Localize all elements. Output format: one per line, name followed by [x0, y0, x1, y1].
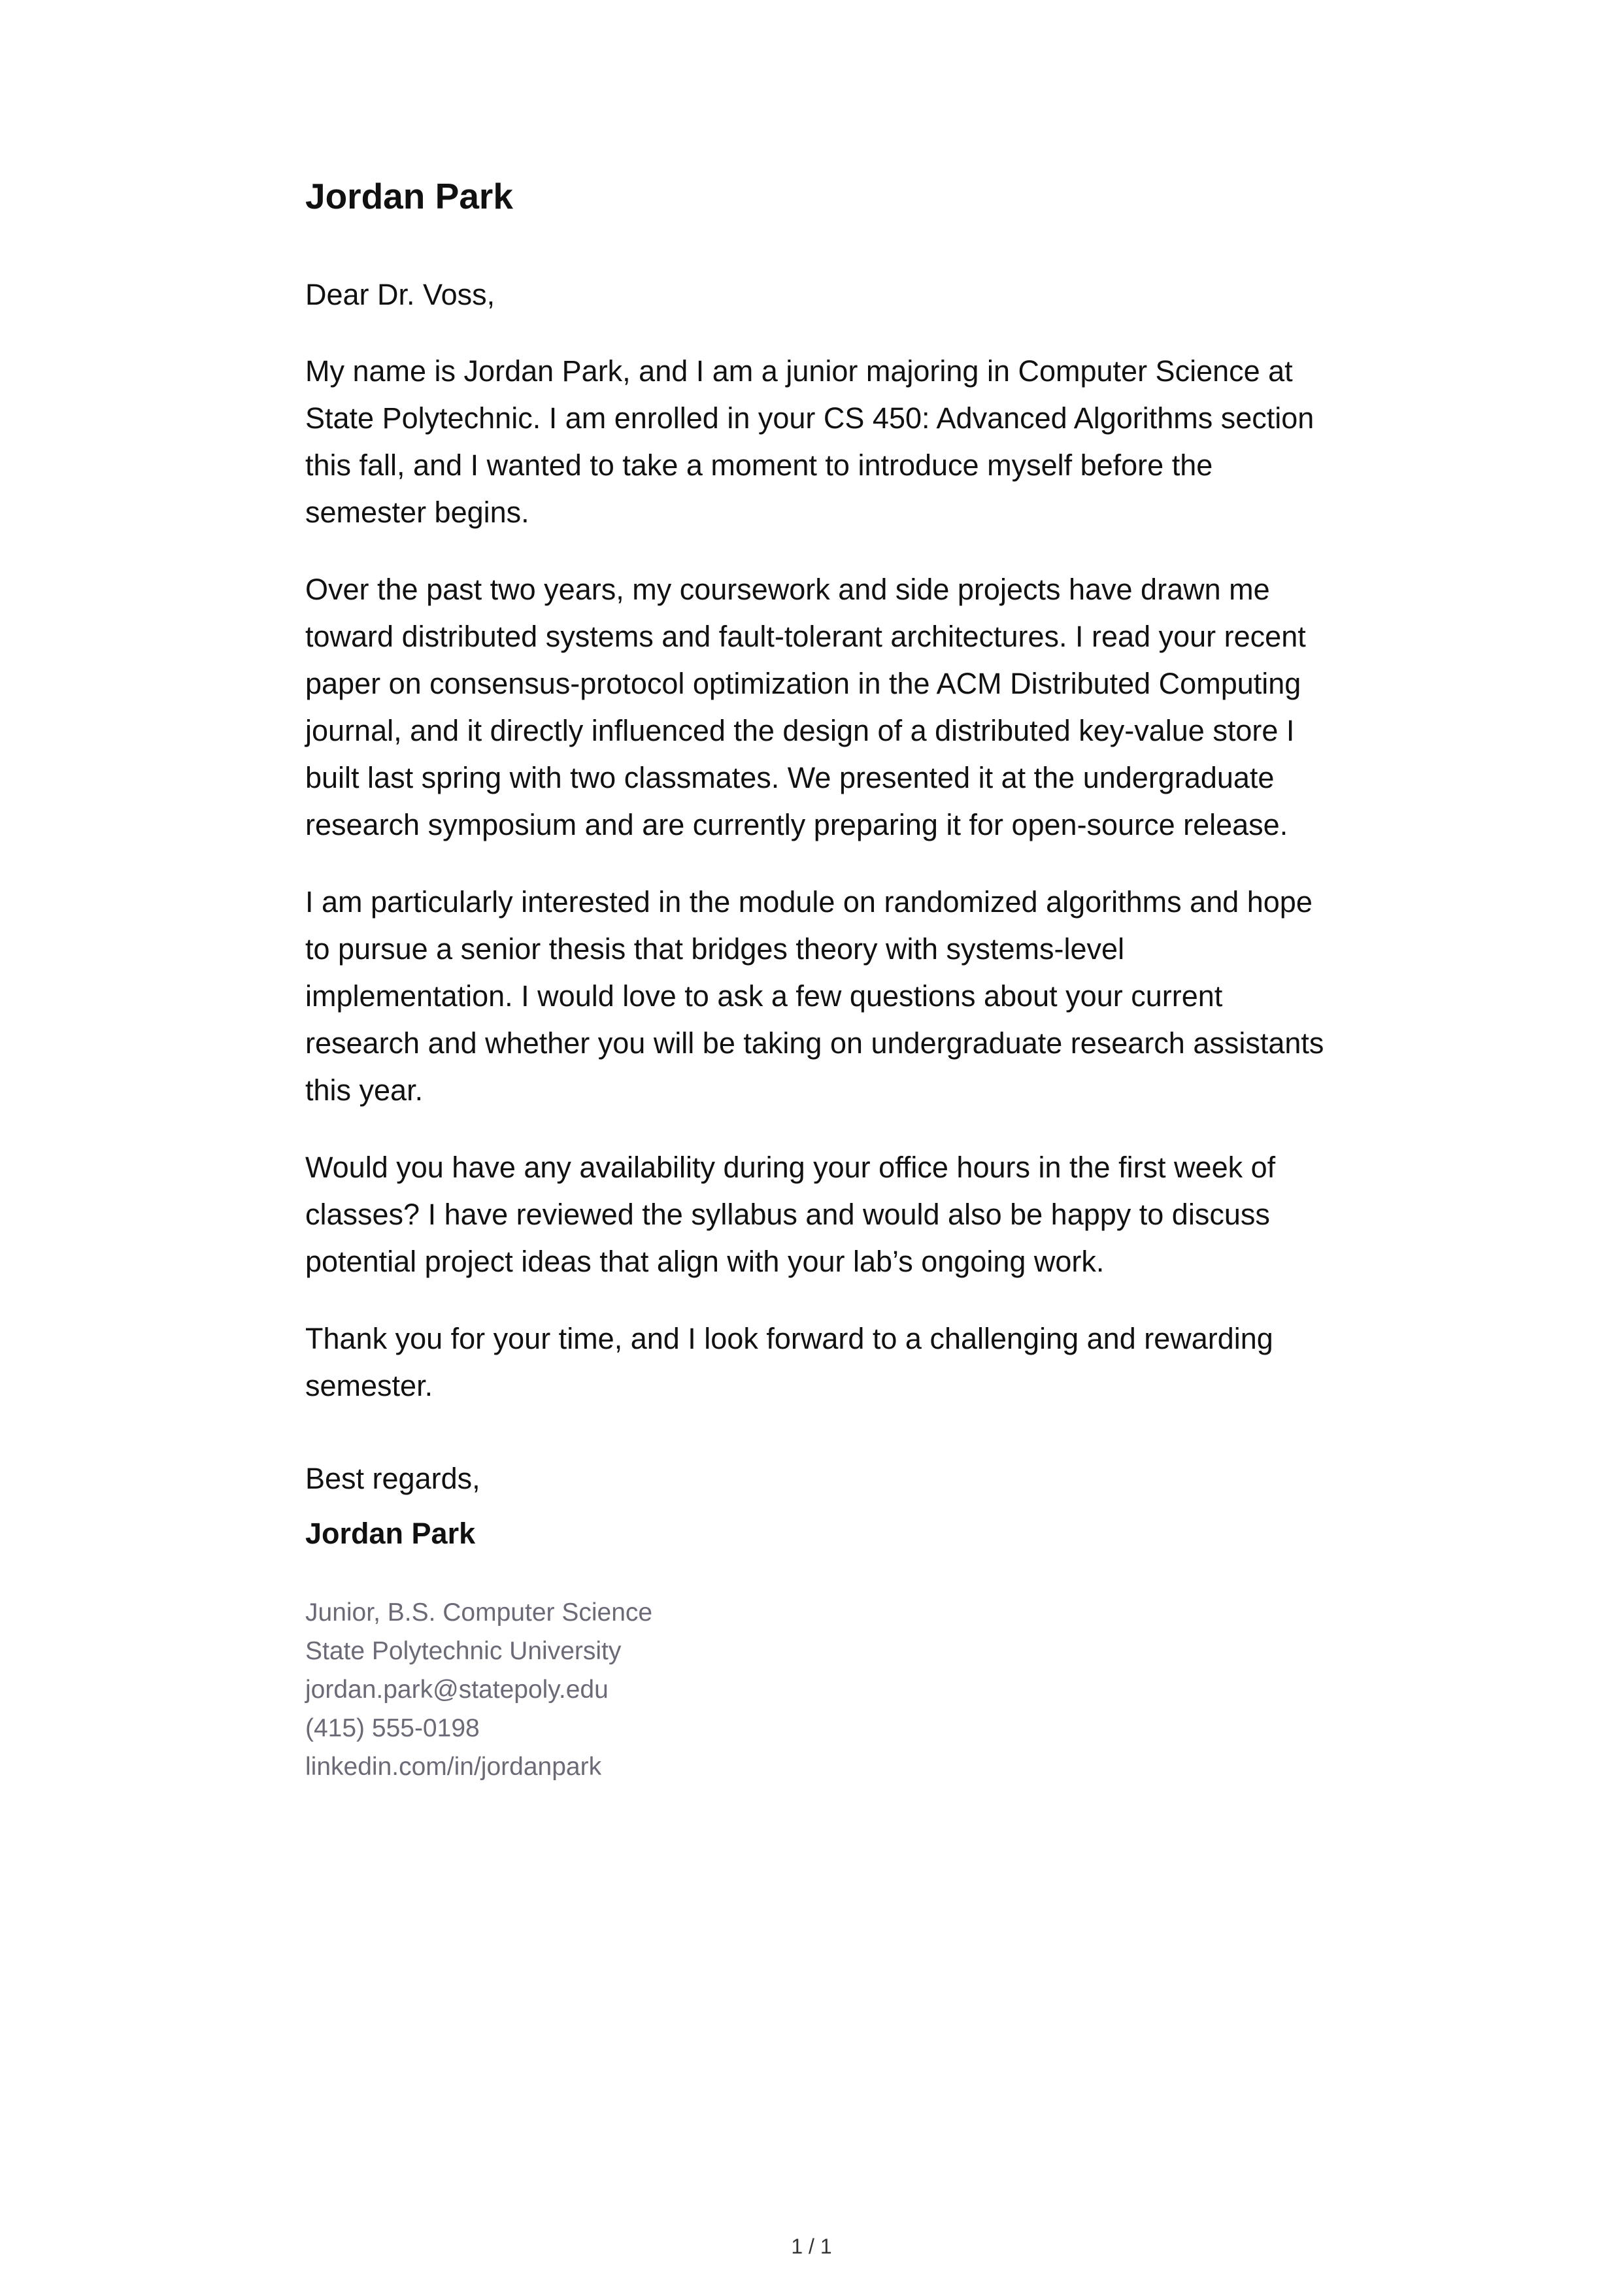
letter-body: [305, 171, 1325, 1786]
sender-name-heading: Jordan Park: [305, 176, 513, 216]
paragraph-request: Would you have any availability during your office hours in the first week of classes? I have reviewed the syllabus and would also be happy to discuss potential project ideas that align with your lab’s ongoing work.: [305, 1151, 1276, 1278]
contact-block: [305, 1593, 1325, 1786]
contact-email: jordan.park@statepoly.edu: [305, 1676, 609, 1704]
contact-institution: State Polytechnic University: [305, 1637, 622, 1665]
contact-title: Junior, B.S. Computer Science: [305, 1598, 653, 1627]
paragraph-introduction: My name is Jordan Park, and I am a junior majoring in Computer Science at State Polytechnic. I am enrolled in your CS 450: Advanced Algorithms section this fall, and I wanted to take a moment to introduce myself before the semester begins.: [305, 354, 1314, 529]
closing-line: Best regards,: [305, 1462, 480, 1495]
paragraph-thanks: Thank you for your time, and I look forward to a challenging and rewarding semester.: [305, 1322, 1273, 1402]
salutation: Dear Dr. Voss,: [305, 278, 495, 311]
contact-linkedin: linkedin.com/in/jordanpark: [305, 1753, 602, 1781]
signature-name: Jordan Park: [305, 1517, 476, 1550]
contact-phone: (415) 555-0198: [305, 1714, 480, 1742]
paragraph-interests: I am particularly interested in the module on randomized algorithms and hope to pursue a senior thesis that bridges theory with systems-level implementation. I would love to ask a few questions about your current research and whether you will be taking on undergraduate research assistants this year.: [305, 885, 1324, 1107]
page-number: 1 / 1: [791, 2235, 832, 2258]
paragraph-background: Over the past two years, my coursework and side projects have drawn me toward distributed systems and fault-tolerant architectures. I read your recent paper on consensus-protocol optimization in the ACM Distributed Computing journal, and it directly influenced the design of a distributed key-value store I built last spring with two classmates. We presented it at the undergraduate research symposium and are currently preparing it for open-source release.: [305, 573, 1306, 841]
